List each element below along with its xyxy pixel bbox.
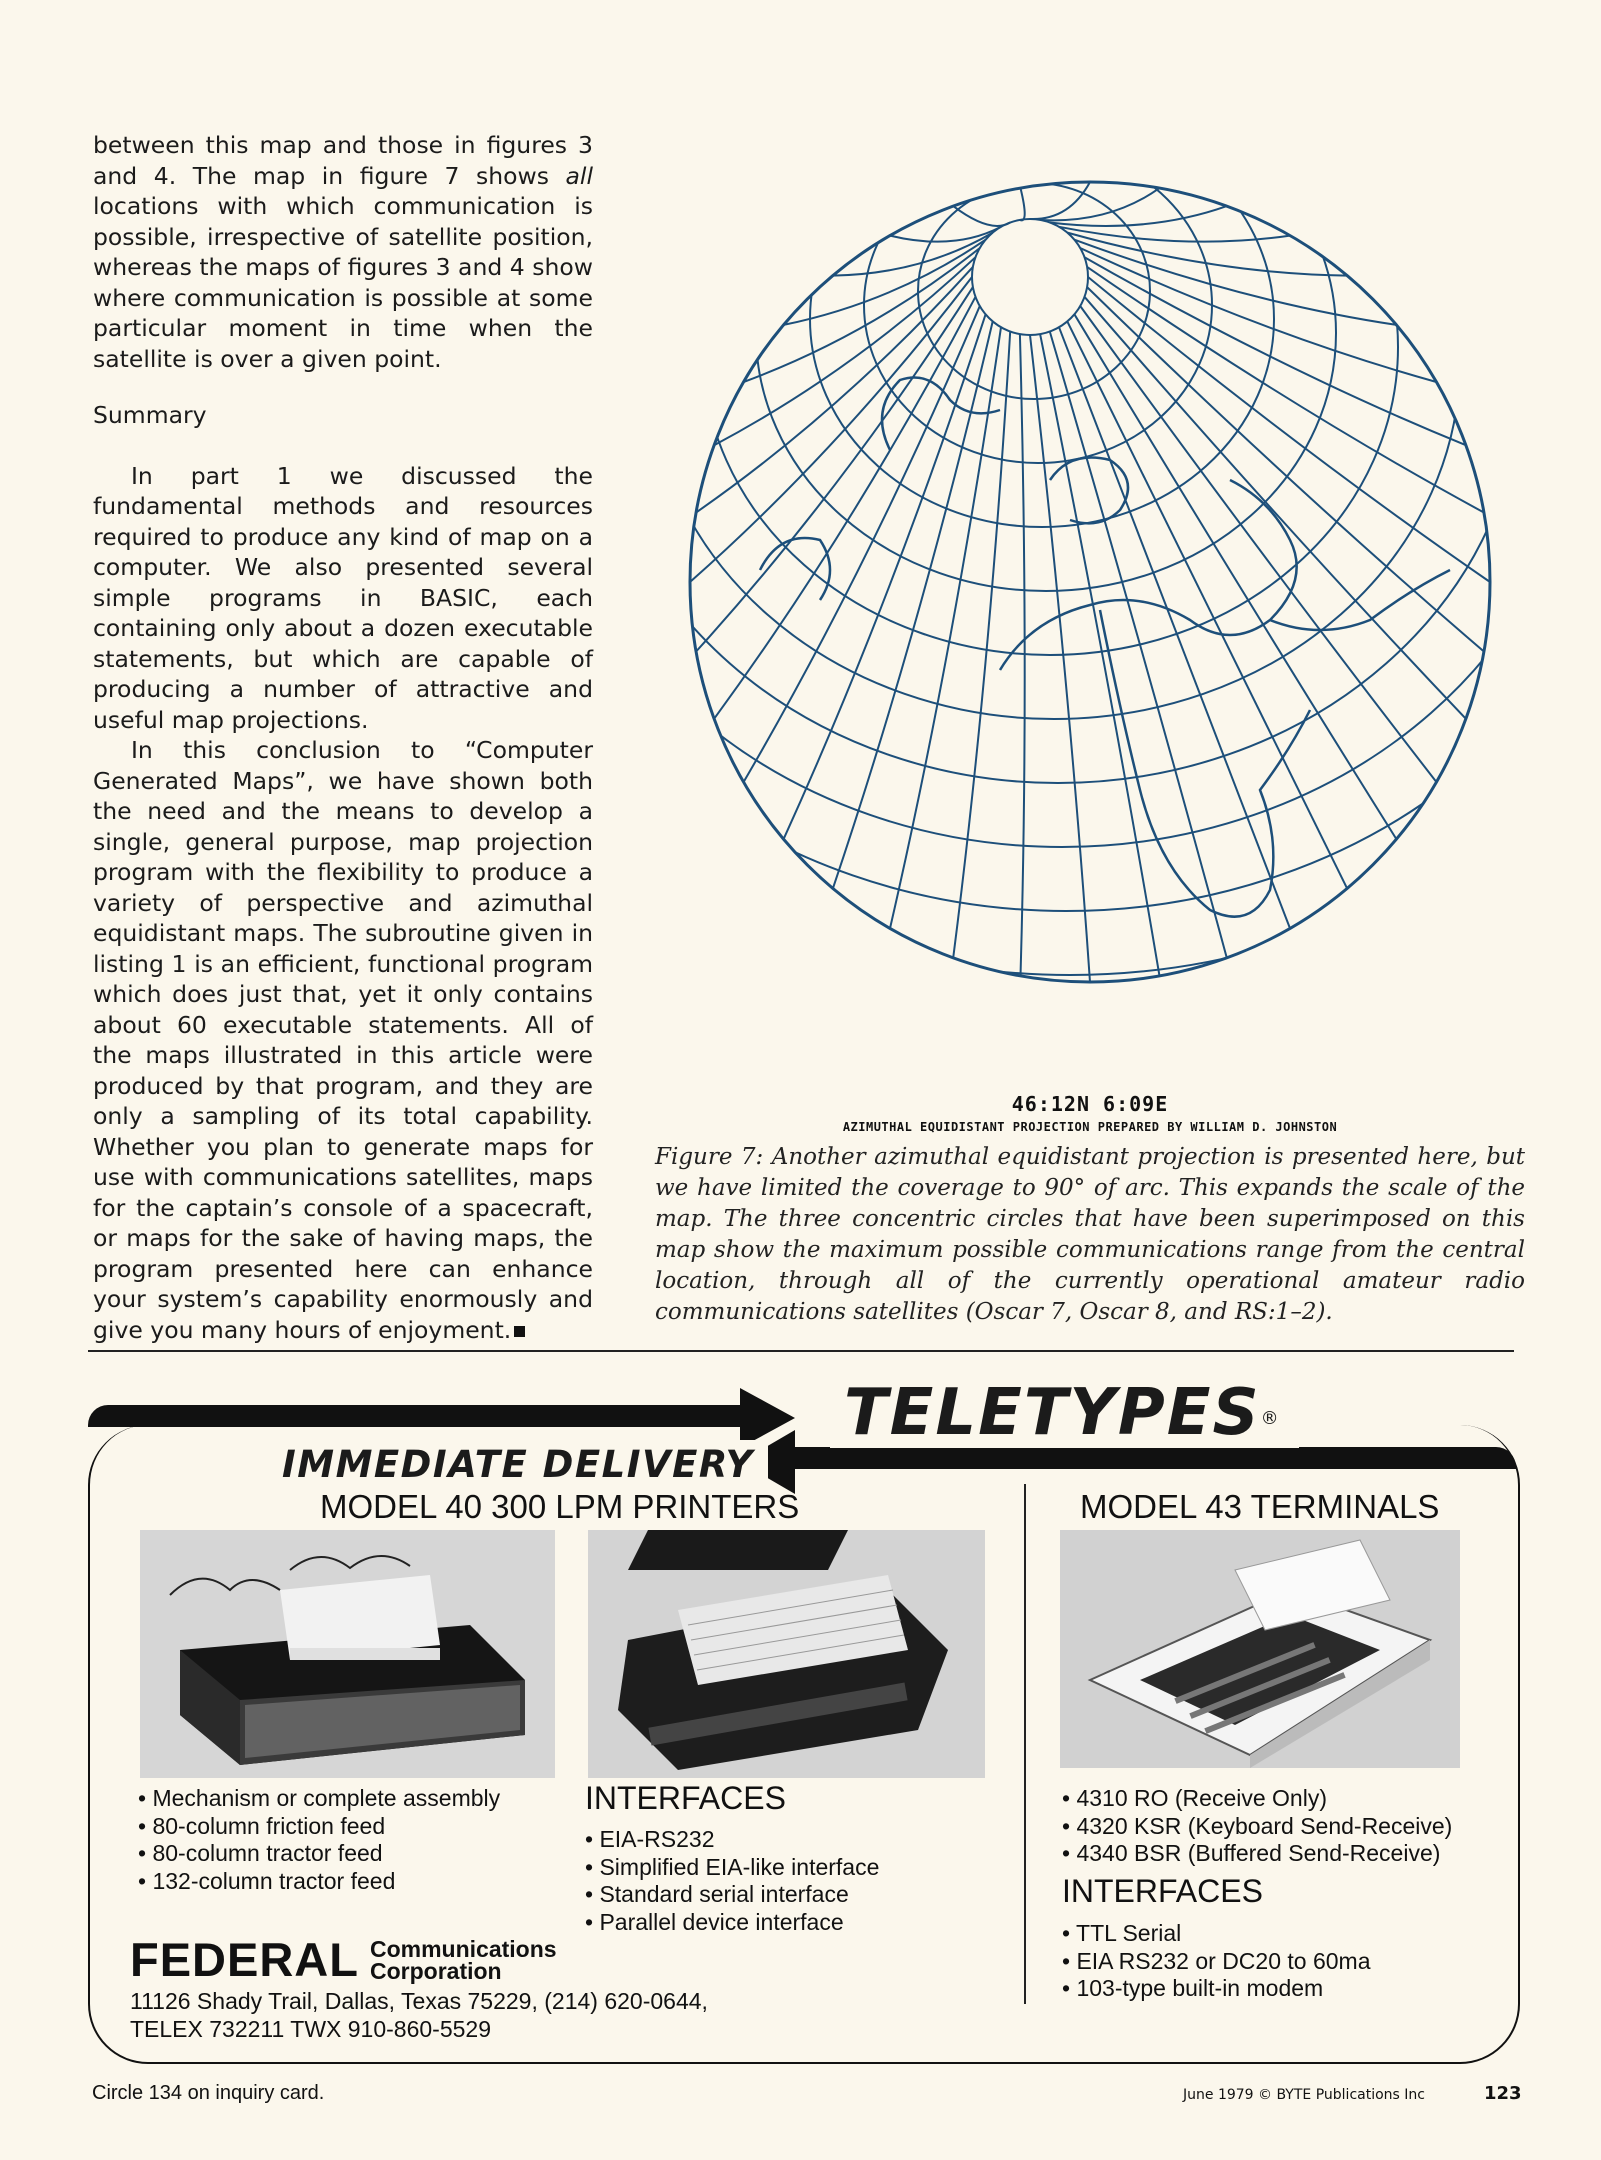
publication-credit: June 1979 © BYTE Publications Inc bbox=[1183, 2087, 1425, 2103]
printer-photo bbox=[140, 1530, 555, 1778]
article-text: In this conclusion to “Computer Generated Maps”, we have shown both the need and the means to develop a single, general purpose, map projection program with the flexibility to produce a variety of perspective and azimuthal equidistant maps. The subroutine given in listing 1 is an efficient, functional program which does just that, yet it only contains about 60 executable statements. All of the maps illustrated in this article were produced by that program, and they are only a sampling of its total capability. Whether you plan to generate maps for use with communications satellites, maps for the captain’s console of a spacecraft, or maps for the sake of having maps, the program presented here can enhance your system’s capability enormously and give you many hours of enjoyment. bbox=[93, 736, 593, 1344]
list-item: • Simplified EIA-like interface bbox=[585, 1854, 879, 1882]
terminal-photo bbox=[1060, 1530, 1460, 1768]
azimuthal-map bbox=[670, 150, 1510, 1070]
terminal-interfaces-list bbox=[1062, 1920, 1371, 2003]
company-name: FEDERAL bbox=[130, 1933, 359, 1986]
ad-tagline: IMMEDIATE DELIVERY bbox=[268, 1440, 768, 1490]
list-item: • EIA RS232 or DC20 to 60ma bbox=[1062, 1948, 1371, 1976]
terminal-interfaces-heading: INTERFACES bbox=[1062, 1873, 1263, 1909]
company-subtitle-line: Communications bbox=[370, 1936, 557, 1962]
list-item: • 80-column tractor feed bbox=[138, 1840, 500, 1868]
inquiry-note: Circle 134 on inquiry card. bbox=[92, 2082, 325, 2104]
list-item: • 80-column friction feed bbox=[138, 1813, 500, 1841]
article-paragraph: In part 1 we discussed the fundamental methods and resources required to produce any kind of map on a computer. We also presented several simple programs in BASIC, each containing only about a dozen executable statements, but which are capable of producing a number of attractive and useful map projections. bbox=[93, 461, 593, 734]
article-column bbox=[93, 130, 593, 1345]
article-emphasis: all bbox=[565, 161, 593, 190]
terminals-heading: MODEL 43 TERMINALS bbox=[1080, 1488, 1440, 1525]
map-credit: AZIMUTHAL EQUIDISTANT PROJECTION PREPARED BY WILLIAM D. JOHNSTON bbox=[842, 1120, 1338, 1134]
map-coordinates: 46:12N 6:09E bbox=[1011, 1092, 1169, 1116]
printer-features-list bbox=[138, 1785, 500, 1895]
printer-interfaces-heading: INTERFACES bbox=[585, 1780, 786, 1816]
company-subtitle bbox=[370, 1938, 557, 1982]
ad-bar-left bbox=[88, 1405, 748, 1427]
company-subtitle-line: Corporation bbox=[370, 1958, 502, 1984]
list-item: • 4320 KSR (Keyboard Send-Receive) bbox=[1062, 1813, 1452, 1841]
printer-interfaces-list bbox=[585, 1826, 879, 1936]
ad-bar-right bbox=[790, 1447, 1516, 1469]
summary-heading: Summary bbox=[93, 401, 207, 429]
terminal-models-list bbox=[1062, 1785, 1452, 1868]
list-item: • TTL Serial bbox=[1062, 1920, 1371, 1948]
list-item: • 4340 BSR (Buffered Send-Receive) bbox=[1062, 1840, 1452, 1868]
section-divider bbox=[88, 1350, 1514, 1352]
list-item: • 4310 RO (Receive Only) bbox=[1062, 1785, 1452, 1813]
printer-mechanism-photo bbox=[588, 1530, 985, 1778]
list-item: • 103-type built-in modem bbox=[1062, 1975, 1371, 2003]
company-address bbox=[130, 1988, 708, 2043]
address-line: TELEX 732211 TWX 910-860-5529 bbox=[130, 2015, 491, 2042]
column-divider bbox=[1024, 1484, 1026, 2004]
map-coastlines bbox=[760, 378, 1450, 917]
map-figure bbox=[670, 150, 1510, 1134]
list-item: • 132-column tractor feed bbox=[138, 1868, 500, 1896]
list-item: • Parallel device interface bbox=[585, 1909, 879, 1937]
page-number: 123 bbox=[1484, 2083, 1522, 2104]
brand-name: TELETYPES bbox=[844, 1376, 1261, 1450]
article-paragraph bbox=[93, 130, 593, 374]
printers-heading: MODEL 40 300 LPM PRINTERS bbox=[320, 1488, 800, 1525]
article-text: locations with which communication is possible, irrespective of satellite position, whereas the maps of figures 3 and 4 show where communication is possible at some particular moment in time when the satellite is over a given point. bbox=[93, 192, 593, 373]
end-mark-icon bbox=[514, 1326, 525, 1337]
article-text: between this map and those in figures 3 and 4. The map in figure 7 shows bbox=[93, 131, 593, 190]
list-item: • Mechanism or complete assembly bbox=[138, 1785, 500, 1813]
registered-mark: ® bbox=[1260, 1408, 1281, 1429]
ad-brand bbox=[830, 1378, 1299, 1448]
list-item: • Standard serial interface bbox=[585, 1881, 879, 1909]
address-line: 11126 Shady Trail, Dallas, Texas 75229, (214) 620-0644, bbox=[130, 1988, 708, 2014]
list-item: • EIA-RS232 bbox=[585, 1826, 879, 1854]
figure-caption: Figure 7: Another azimuthal equidistant projection is presented here, but we have limited the coverage to 90° of arc. This expands the scale of the map. The three concentric circles that have been superimposed on this map show the maximum possible communications range from the central location, through all of the currently operational amateur radio communications satellites (Oscar 7, Oscar 8, and RS:1–2). bbox=[655, 1144, 1525, 1325]
article-paragraph bbox=[93, 735, 593, 1345]
